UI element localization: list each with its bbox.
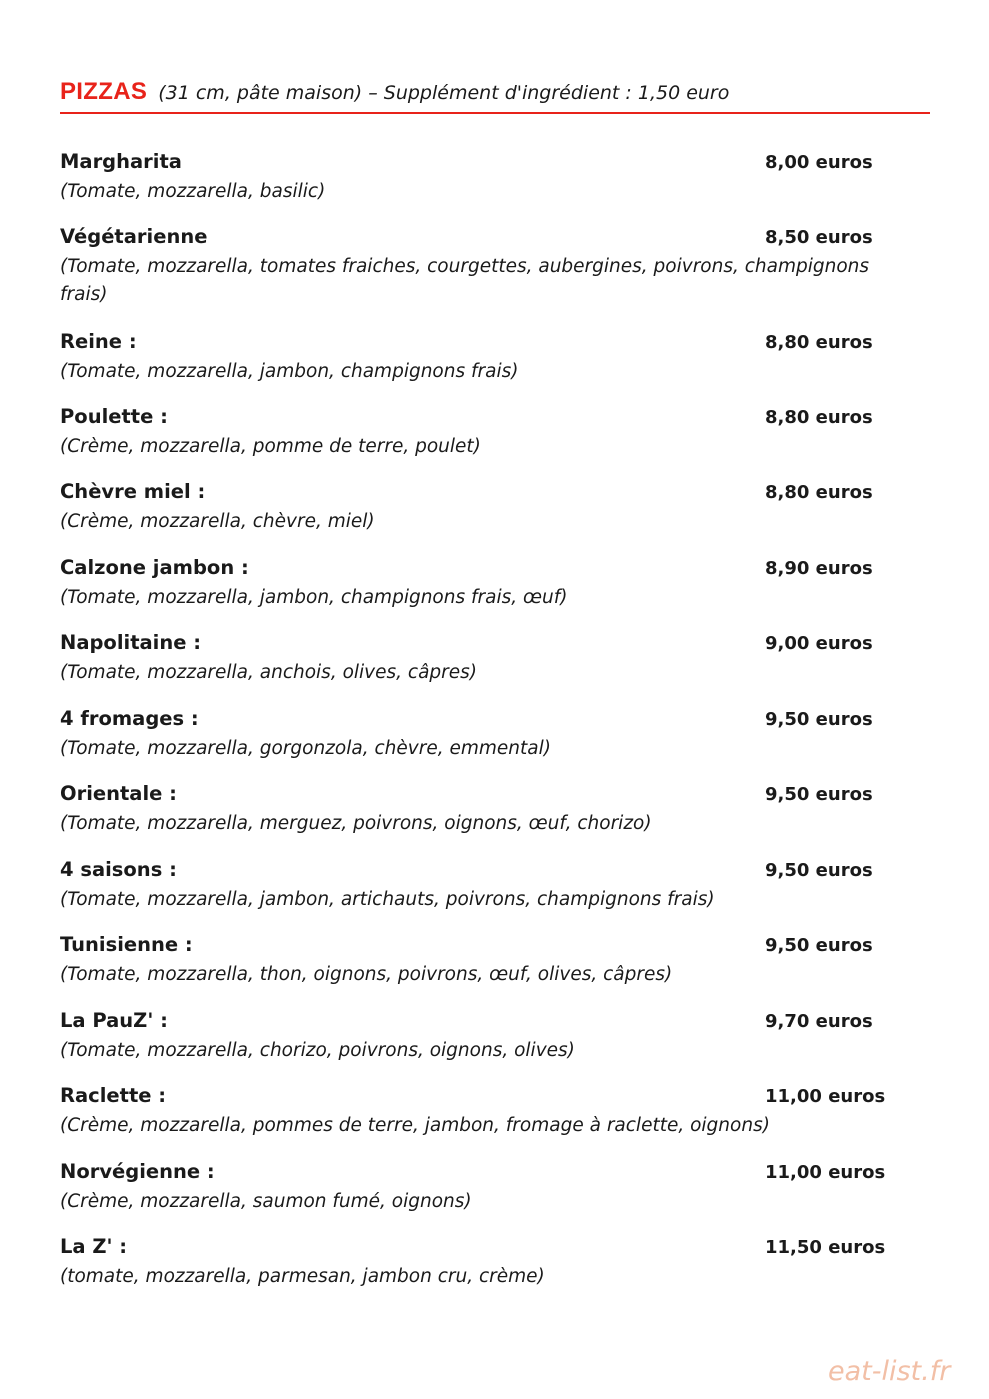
item-name: Végétarienne [60,225,208,248]
item-price: 8,80 euros [765,482,873,503]
menu-item-chevre-miel [60,478,930,554]
item-name: Calzone jambon : [60,556,249,579]
menu-item-reine [60,328,930,403]
menu-item-tunisienne [60,931,930,1007]
item-price: 11,50 euros [765,1237,886,1258]
menu-item-4-fromages [60,705,930,780]
item-description: (tomate, mozzarella, parmesan, jambon cru, crème) [60,1266,545,1287]
item-name: Chèvre miel : [60,480,206,503]
item-name: Tunisienne : [60,933,193,956]
item-price: 9,50 euros [765,784,873,805]
item-description: (Crème, mozzarella, pommes de terre, jambon, fromage à raclette, oignons) [60,1115,770,1136]
item-description: (Tomate, mozzarella, jambon, champignons frais, œuf) [60,587,568,608]
menu-item-calzone-jambon [60,554,930,629]
item-price: 8,80 euros [765,332,873,353]
item-name: Norvégienne : [60,1160,215,1183]
section-subtitle: (31 cm, pâte maison) – Supplément d'ingrédient : 1,50 euro [158,82,730,104]
menu-item-la-z [60,1233,930,1308]
item-description: (Tomate, mozzarella, jambon, champignons frais) [60,361,519,382]
item-price: 8,00 euros [765,152,873,173]
item-price: 9,50 euros [765,860,873,881]
item-description: (Crème, mozzarella, saumon fumé, oignons) [60,1191,472,1212]
menu-item-4-saisons [60,856,930,931]
item-description: (Crème, mozzarella, pomme de terre, poulet) [60,436,481,457]
item-price: 9,50 euros [765,935,873,956]
menu-item-napolitaine [60,629,930,705]
item-price: 9,70 euros [765,1011,873,1032]
item-price: 9,00 euros [765,633,873,654]
item-description: (Tomate, mozzarella, chorizo, poivrons, oignons, olives) [60,1040,575,1061]
item-price: 8,80 euros [765,407,873,428]
item-name: 4 fromages : [60,707,199,730]
item-description: (Tomate, mozzarella, jambon, artichauts, poivrons, champignons frais) [60,889,715,910]
item-price: 11,00 euros [765,1086,886,1107]
section-title: PIZZAS [60,78,148,105]
item-description: (Tomate, mozzarella, tomates fraiches, courgettes, aubergines, poivrons, champignons frais) [60,256,870,305]
item-price: 11,00 euros [765,1162,886,1183]
menu-item-la-pauz [60,1007,930,1082]
pizza-list [60,148,930,1308]
item-name: Reine : [60,330,137,353]
menu-item-norvegienne [60,1158,930,1233]
menu-item-poulette [60,403,930,478]
item-description: (Crème, mozzarella, chèvre, miel) [60,511,375,532]
menu-item-orientale [60,780,930,856]
item-name: La Z' : [60,1235,128,1258]
item-name: Napolitaine : [60,631,202,654]
item-description: (Tomate, mozzarella, basilic) [60,181,326,202]
item-price: 9,50 euros [765,709,873,730]
site-watermark: eat-list.fr [828,1356,951,1387]
item-price: 8,50 euros [765,227,873,248]
item-name: Raclette : [60,1084,167,1107]
item-description: (Tomate, mozzarella, thon, oignons, poivrons, œuf, olives, câpres) [60,964,673,985]
item-description: (Tomate, mozzarella, anchois, olives, câpres) [60,662,478,683]
item-price: 8,90 euros [765,558,873,579]
menu-item-vegetarienne [60,223,930,328]
item-name: 4 saisons : [60,858,177,881]
item-name: Margharita [60,150,182,173]
menu-item-margharita [60,148,930,223]
menu-header [60,78,930,112]
header-divider [60,112,930,114]
item-name: La PauZ' : [60,1009,168,1032]
item-description: (Tomate, mozzarella, gorgonzola, chèvre, emmental) [60,738,551,759]
item-description: (Tomate, mozzarella, merguez, poivrons, oignons, œuf, chorizo) [60,813,652,834]
item-name: Poulette : [60,405,168,428]
item-name: Orientale : [60,782,177,805]
menu-item-raclette [60,1082,930,1158]
